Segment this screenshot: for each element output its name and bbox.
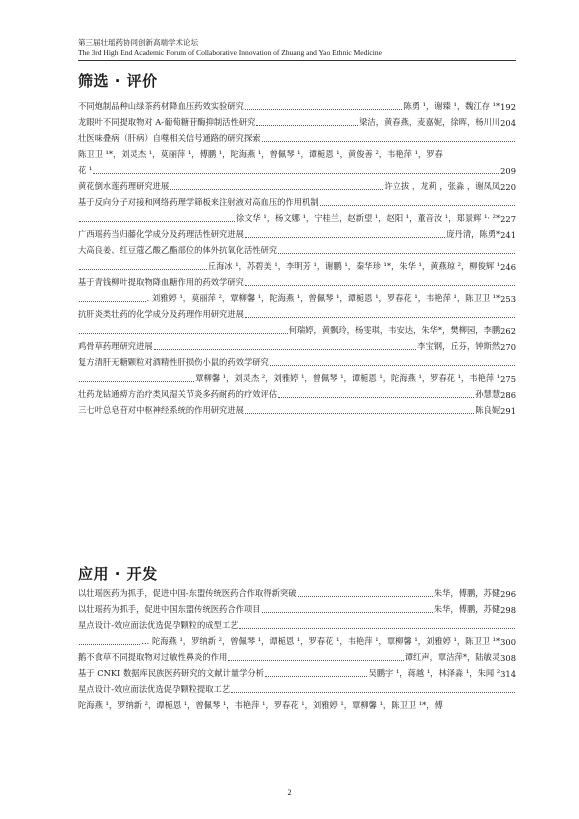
toc-line xyxy=(78,583,516,599)
toc-entry[interactable] xyxy=(78,96,516,112)
toc-list-screening xyxy=(78,96,516,416)
section-title-screening: 筛选 · 评价 xyxy=(78,72,158,90)
dot-leader xyxy=(245,285,515,286)
dot-leader xyxy=(320,205,515,206)
toc-title: 抗肝炎类壮药的化学成分及药理作用研究进展 xyxy=(78,309,244,319)
toc-entry[interactable] xyxy=(78,176,516,192)
toc-authors: ... 陀海燕 ¹，罗纳新 ²，曾佩琴 ¹，谭栀恩 ¹，罗春花 ¹，韦艳萍 ¹，覃柳馨 ¹，刘雅婷 ¹，陈卫卫 ¹* xyxy=(141,636,501,646)
toc-page-number: 291 xyxy=(500,406,516,416)
header-chinese: 第三届壮瑶药协同创新高端学术论坛 xyxy=(78,38,198,47)
toc-entry[interactable] xyxy=(78,599,516,615)
dot-leader xyxy=(79,381,194,382)
toc-entry[interactable] xyxy=(78,647,516,663)
toc-title: 以壮瑶医药为抓手，促进中国-东盟传统医药合作取得新突破 xyxy=(78,588,297,598)
toc-authors: 许立拔 ，龙莉 ，张淼 ，谢凤凤 xyxy=(384,181,501,191)
toc-title: 星点设计-效应面法优选促孕颗粒提取工艺 xyxy=(78,684,231,694)
toc-line xyxy=(78,384,516,400)
toc-title: 大高良姜、红豆蔻乙酸乙酯部位的体外抗氧化活性研究 xyxy=(78,245,278,255)
toc-authors: 谭红声，覃洁萍*，陆敏灵 xyxy=(404,652,501,662)
dot-leader xyxy=(262,141,515,142)
toc-line xyxy=(78,160,516,176)
dot-leader xyxy=(278,253,515,254)
running-header xyxy=(78,38,518,58)
toc-line xyxy=(78,144,516,160)
dot-leader xyxy=(231,692,515,693)
toc-authors: 孙慧慧 xyxy=(475,389,501,399)
toc-authors: 何瑞婷，黄飘玲，杨雯琪，韦安达，朱华*，樊柳园，李鹏 xyxy=(288,325,501,335)
dot-leader xyxy=(270,365,515,366)
dot-leader xyxy=(239,628,515,629)
toc-line xyxy=(78,615,516,631)
toc-list-application xyxy=(78,583,516,711)
toc-title: 基于 CNKI 数据库民族医药研究的文献计量学分析 xyxy=(78,668,265,678)
toc-page-number: 296 xyxy=(500,589,516,599)
toc-page-number: 220 xyxy=(500,182,516,192)
toc-line xyxy=(78,368,516,384)
toc-title: 以壮瑶药为抓手，促进中国东盟传统医药合作项目 xyxy=(78,604,261,614)
toc-authors: 徐文华 ¹，杨文娜 ¹，宁桂兰，赵新望 ¹，赵阳 ¹，董音汝 ¹，郑景辉 ¹· ²* xyxy=(235,213,501,223)
dot-leader xyxy=(170,189,383,190)
toc-entry[interactable] xyxy=(78,352,516,384)
toc-page-number: 298 xyxy=(500,605,516,615)
toc-entry[interactable] xyxy=(78,583,516,599)
toc-page-number: 246 xyxy=(500,262,516,272)
toc-authors: 吴鹏宇 ¹，蒋越 ¹，林泽淼 ¹，朱闻 ² xyxy=(368,668,501,678)
toc-entry[interactable] xyxy=(78,679,516,711)
toc-title: 花 ¹ xyxy=(78,165,93,175)
dot-leader xyxy=(154,349,416,350)
toc-line xyxy=(78,208,516,224)
toc-line xyxy=(78,631,516,647)
toc-line xyxy=(78,96,516,112)
toc-authors: 陈良妮 xyxy=(475,405,501,415)
toc-line xyxy=(78,224,516,240)
toc-entry[interactable] xyxy=(78,224,516,240)
section-title-application: 应用 · 开发 xyxy=(78,565,158,583)
dot-leader xyxy=(245,109,402,110)
toc-entry[interactable] xyxy=(78,615,516,647)
toc-authors: 陀海燕 ¹，罗纳新 ²，谭栀恩 ¹，曾佩琴 ¹，韦艳萍 ¹，罗春花 ¹，刘雅婷 ¹，覃柳馨 ¹，陈卫卫 ¹*，傅 xyxy=(78,700,443,710)
toc-line xyxy=(78,647,516,663)
dot-leader xyxy=(245,317,515,318)
toc-line xyxy=(78,112,516,128)
dot-leader xyxy=(298,596,433,597)
toc-authors: 朱华，傅鹏，苏健 xyxy=(433,604,501,614)
toc-page-number: 314 xyxy=(500,669,516,679)
toc-authors: 庞丹清，陈勇* xyxy=(446,229,501,239)
toc-page-number: 275 xyxy=(500,374,516,384)
toc-authors: 丘海冰 ¹，苏碧美 ¹，李明芳 ¹，谢鹏 ¹，秦华珍 ¹*，朱华 ¹，黄燕琼 ²，柳俊辉 ¹ xyxy=(207,261,501,271)
toc-line xyxy=(78,240,516,256)
dot-leader xyxy=(245,237,445,238)
toc-page-number: 241 xyxy=(500,230,516,240)
toc-line xyxy=(78,288,516,304)
toc-line xyxy=(78,272,516,288)
dot-leader xyxy=(256,125,358,126)
toc-line xyxy=(78,176,516,192)
toc-title: 星点设计-效应面法优选促孕颗粒的成型工艺 xyxy=(78,620,239,630)
toc-authors: . 刘雅婷 ¹，莫丽萍 ²，覃柳馨 ¹，陀海燕 ¹，曾佩琴 ¹，谭栀恩 ¹，罗春花 ¹，韦艳萍 ¹，陈卫卫 ¹* xyxy=(146,293,501,303)
toc-title: 基于青钱柳叶提取物降血糖作用的药效学研究 xyxy=(78,277,244,287)
toc-line xyxy=(78,695,516,711)
toc-line xyxy=(78,400,516,416)
header-english: The 3rd High End Academic Forum of Collaborative Innovation of Zhuang and Yao Ethnic Medicine xyxy=(78,48,382,57)
toc-line xyxy=(78,679,516,695)
toc-entry[interactable] xyxy=(78,304,516,336)
toc-title: 广西瑶药当归藤化学成分及药理活性研究进展 xyxy=(78,229,244,239)
toc-title: 三七叶总皂苷对中枢神经系统的作用研究进展 xyxy=(78,405,244,415)
toc-title: 龙眼叶不同提取物对 A-葡萄糖苷酶抑制活性研究 xyxy=(78,117,256,127)
dot-leader xyxy=(79,333,288,334)
toc-page-number: 204 xyxy=(500,118,516,128)
toc-line xyxy=(78,256,516,272)
page-number: 2 xyxy=(287,788,292,797)
toc-authors: 陈卫卫 ¹*，刘灵杰 ¹，莫丽萍 ¹，傅鹏 ¹，陀海燕 ¹，曾佩琴 ¹，谭栀恩 ¹，黄俊善 ²，韦艳萍 ¹，罗春 xyxy=(78,149,443,159)
toc-authors: 李宝钢，丘芬，钟斯然 xyxy=(417,341,501,351)
toc-page-number: 192 xyxy=(500,102,516,112)
toc-authors: 梁洁，黄春燕，麦嘉妮，徐晖，杨川川 xyxy=(359,117,501,127)
dot-leader xyxy=(79,221,235,222)
toc-page-number: 262 xyxy=(500,326,516,336)
toc-title: 复方清肝无糖颗粒对酒精性肝损伤小鼠的药效学研究 xyxy=(78,357,269,367)
toc-page-number: 209 xyxy=(500,166,516,176)
dot-leader xyxy=(262,612,433,613)
toc-line xyxy=(78,128,516,144)
dot-leader xyxy=(265,676,367,677)
dot-leader xyxy=(79,269,207,270)
toc-title: 黄花倒水莲药理研究进展 xyxy=(78,181,170,191)
toc-entry[interactable] xyxy=(78,663,516,679)
dot-leader xyxy=(278,397,474,398)
toc-page-number: 300 xyxy=(500,637,516,647)
toc-entry[interactable] xyxy=(78,336,516,352)
dot-leader xyxy=(245,413,474,414)
toc-entry[interactable] xyxy=(78,192,516,224)
toc-line xyxy=(78,320,516,336)
toc-page-number: 286 xyxy=(500,390,516,400)
toc-authors: 朱华，傅鹏，苏健 xyxy=(433,588,501,598)
toc-line xyxy=(78,192,516,208)
toc-page-number: 227 xyxy=(500,214,516,224)
dot-leader xyxy=(228,660,403,661)
dot-leader xyxy=(79,644,140,645)
toc-authors: 覃柳馨 ¹，刘灵杰 ²，刘雅婷 ¹，曾佩琴 ¹，谭栀恩 ¹，陀海燕 ¹，罗春花 ¹，韦艳萍 ¹ xyxy=(195,373,501,383)
toc-entry[interactable] xyxy=(78,128,516,176)
toc-entry[interactable] xyxy=(78,112,516,128)
toc-authors: 陈勇 ¹，谢臻 ¹，魏江存 ¹* xyxy=(403,101,501,111)
header-rule xyxy=(78,60,516,61)
dot-leader xyxy=(93,173,499,174)
toc-title: 鸡骨草药理研究进展 xyxy=(78,341,153,351)
toc-entry[interactable] xyxy=(78,400,516,416)
toc-entry[interactable] xyxy=(78,384,516,400)
toc-line xyxy=(78,304,516,320)
toc-page-number: 270 xyxy=(500,342,516,352)
toc-title: 壮药龙钻通痹方治疗类风湿关节炎多药耐药的疗效评估 xyxy=(78,389,278,399)
dot-leader xyxy=(79,301,146,302)
toc-title: 壮医味叠病（肝病）自噬相关信号通路的研究探索 xyxy=(78,133,261,143)
toc-page-number: 308 xyxy=(500,653,516,663)
toc-title: 不同炮制品种山绿茶药材降血压药效实验研究 xyxy=(78,101,244,111)
toc-line xyxy=(78,599,516,615)
toc-page-number: 253 xyxy=(500,294,516,304)
toc-entry[interactable] xyxy=(78,272,516,304)
toc-line xyxy=(78,663,516,679)
toc-title: 鹅不食草不同提取物对过敏性鼻炎的作用 xyxy=(78,652,228,662)
toc-line xyxy=(78,352,516,368)
toc-title: 基于反向分子对接和网络药理学筛板来注射液对高血压的作用机制 xyxy=(78,197,319,207)
toc-line xyxy=(78,336,516,352)
toc-entry[interactable] xyxy=(78,240,516,272)
